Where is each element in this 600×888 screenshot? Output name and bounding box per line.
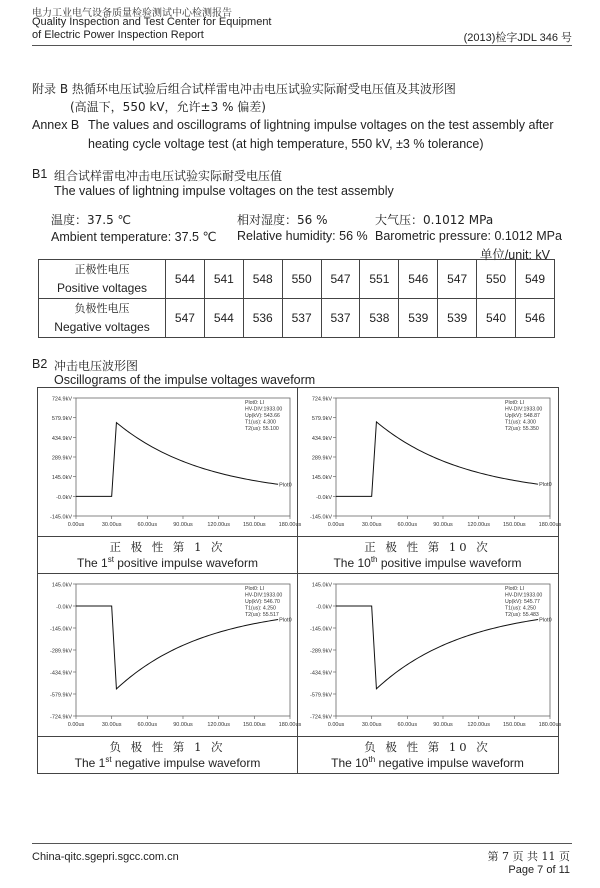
x-tick-label: 60.00us	[137, 522, 158, 528]
info-line: HV-DIV:1933.00	[505, 406, 543, 413]
y-tick-label: 289.9kV	[51, 455, 72, 462]
y-tick-label: -145.0kV	[49, 626, 72, 633]
header-cn-title: 电力工业电气设备质量检验测试中心检测报告	[32, 8, 232, 19]
caption-en: The 10th positive impulse waveform	[333, 555, 522, 570]
table-cell: 541	[204, 260, 243, 299]
x-tick-label: 60.00us	[137, 722, 158, 728]
annex-cn-title: 附录 B 热循环电压试验后组合试样雷电冲击电压试验实际耐受电压值及其波形图	[32, 82, 456, 96]
plot-tag: Plot0	[539, 617, 552, 624]
report-number: (2013)检字JDL 346 号	[463, 32, 572, 44]
x-tick-label: 0.00us	[67, 722, 85, 728]
info-line: Up(kV): 548.87	[505, 413, 540, 419]
info-line: HV-DIV:1933.00	[505, 592, 543, 599]
table-cell: 537	[321, 299, 360, 338]
pressure-cn: 大气压：0.1012 MPa	[375, 213, 494, 227]
waveform-panel-3	[38, 574, 302, 736]
x-tick-label: 60.00us	[397, 522, 418, 528]
x-tick-label: 180.00us	[538, 722, 562, 728]
footer-divider	[32, 843, 572, 844]
y-tick-label: 434.9kV	[311, 435, 332, 442]
caption-en: The 1st negative impulse waveform	[74, 755, 261, 770]
table-cell: 549	[516, 260, 555, 299]
y-tick-label: -145.0kV	[309, 514, 332, 521]
y-tick-label: 579.9kV	[311, 416, 332, 423]
waveform-caption-3	[38, 739, 297, 770]
b1-label: B1	[32, 167, 48, 181]
info-line: T2(us): 55.100	[245, 426, 279, 432]
caption-cn: 正 极 性 第 10 次	[364, 540, 491, 554]
y-tick-label: -289.9kV	[309, 648, 332, 655]
y-tick-label: -724.9kV	[49, 714, 72, 721]
y-tick-label: 145.0kV	[51, 475, 72, 482]
x-tick-label: 120.00us	[207, 722, 230, 728]
caption-cn: 负 极 性 第 10 次	[364, 740, 491, 754]
b1-en-title: The values of lightning impulse voltages on the test assembly	[54, 184, 394, 198]
y-tick-label: 724.9kV	[51, 396, 72, 403]
x-tick-label: 150.00us	[243, 722, 266, 728]
info-line: T2(us): 55.350	[505, 426, 539, 432]
x-tick-label: 180.00us	[278, 722, 302, 728]
footer-page-en: Page 7 of 11	[508, 864, 570, 876]
y-tick-label: 579.9kV	[51, 416, 72, 423]
temperature-cn: 温度：37.5 ℃	[51, 213, 132, 227]
y-tick-label: -145.0kV	[49, 514, 72, 521]
oscillogram-chart	[298, 574, 562, 736]
info-line: Up(kV): 545.77	[505, 599, 540, 605]
info-line: T1(us): 4.300	[245, 419, 276, 426]
info-line: Up(kV): 543.66	[245, 413, 280, 419]
humidity-en: Relative humidity: 56 %	[237, 229, 368, 243]
info-line: HV-DIV:1933.00	[245, 406, 283, 413]
x-tick-label: 0.00us	[327, 522, 345, 528]
caption-divider-bottom	[38, 736, 558, 737]
table-cell: 548	[243, 260, 282, 299]
y-tick-label: -0.0kV	[316, 604, 332, 611]
info-line: T2(us): 55.483	[505, 612, 539, 618]
table-cell: 551	[360, 260, 399, 299]
waveform-panel-1	[38, 388, 302, 536]
x-tick-label: 30.00us	[361, 522, 382, 528]
row-label: 负极性电压 Negative voltages	[39, 299, 166, 338]
table-cell: 544	[204, 299, 243, 338]
waveform-caption-2	[298, 539, 557, 570]
info-line: T2(us): 55.517	[245, 612, 279, 618]
info-line: T1(us): 4.250	[245, 605, 276, 612]
caption-en: The 10th negative impulse waveform	[331, 755, 524, 770]
x-tick-label: 60.00us	[397, 722, 418, 728]
oscillogram-chart	[38, 388, 302, 536]
caption-divider-top	[38, 536, 558, 537]
table-cell: 539	[438, 299, 477, 338]
x-tick-label: 120.00us	[467, 722, 490, 728]
waveform-caption-4	[298, 739, 557, 770]
header-en-line1: Quality Inspection and Test Center for Equipment	[32, 16, 272, 28]
info-line: HV-DIV:1933.00	[245, 592, 283, 599]
x-tick-label: 180.00us	[538, 522, 562, 528]
x-tick-label: 180.00us	[278, 522, 302, 528]
oscillogram-chart	[38, 574, 302, 736]
header-en-line2: of Electric Power Inspection Report	[32, 29, 204, 41]
info-line: Plot0: LI	[505, 400, 525, 406]
annex-en-title-2: heating cycle voltage test (at high temperature, 550 kV, ±3 % tolerance)	[88, 137, 484, 151]
annex-en-label: Annex B	[32, 118, 80, 132]
table-cell: 538	[360, 299, 399, 338]
x-tick-label: 90.00us	[173, 522, 193, 528]
x-tick-label: 30.00us	[361, 722, 382, 728]
table-cell: 547	[166, 299, 205, 338]
x-tick-label: 150.00us	[503, 522, 526, 528]
table-row-negative	[39, 299, 555, 338]
y-tick-label: 724.9kV	[311, 396, 332, 403]
y-tick-label: -724.9kV	[309, 714, 332, 721]
y-tick-label: 145.0kV	[51, 582, 72, 589]
waveform-panel-2	[298, 388, 562, 536]
table-cell: 544	[166, 260, 205, 299]
y-tick-label: 289.9kV	[311, 455, 332, 462]
y-tick-label: -0.0kV	[316, 494, 332, 501]
plot-tag: Plot0	[279, 617, 292, 624]
oscillogram-grid	[37, 387, 562, 774]
y-tick-label: -434.9kV	[309, 670, 332, 677]
info-line: Up(kV): 546.70	[245, 599, 280, 605]
y-tick-label: -434.9kV	[49, 670, 72, 677]
x-tick-label: 0.00us	[67, 522, 85, 528]
table-cell: 550	[477, 260, 516, 299]
waveform-caption-1	[38, 539, 297, 570]
table-cell: 547	[321, 260, 360, 299]
info-line: T1(us): 4.250	[505, 605, 536, 612]
annex-cn-subtitle: (高温下，550 kV，允许±3 % 偏差)	[70, 100, 266, 114]
table-cell: 537	[282, 299, 321, 338]
unit-label: 单位/unit: kV	[479, 248, 550, 262]
x-tick-label: 150.00us	[503, 722, 526, 728]
x-tick-label: 120.00us	[207, 522, 230, 528]
humidity-cn: 相对湿度：56 %	[237, 213, 328, 227]
info-line: T1(us): 4.300	[505, 419, 536, 426]
x-tick-label: 90.00us	[173, 722, 193, 728]
info-line: Plot0: LI	[245, 400, 265, 406]
y-tick-label: -145.0kV	[309, 626, 332, 633]
table-cell: 550	[282, 260, 321, 299]
plot-tag: Plot0	[539, 482, 552, 489]
y-tick-label: -289.9kV	[49, 648, 72, 655]
x-tick-label: 150.00us	[243, 522, 266, 528]
b2-en-title: Oscillograms of the impulse voltages waveform	[54, 373, 316, 387]
b2-cn-title: 冲击电压波形图	[54, 359, 139, 373]
plot-tag: Plot0	[279, 482, 292, 489]
y-tick-label: 145.0kV	[311, 582, 332, 589]
table-cell: 546	[399, 260, 438, 299]
oscillogram-chart	[298, 388, 562, 536]
pressure-en: Barometric pressure: 0.1012 MPa	[375, 229, 562, 243]
voltage-table	[38, 259, 555, 338]
table-cell: 536	[243, 299, 282, 338]
x-tick-label: 0.00us	[327, 722, 345, 728]
info-line: Plot0: LI	[245, 586, 265, 592]
x-tick-label: 30.00us	[101, 522, 122, 528]
footer-url: China-qitc.sgepri.sgcc.com.cn	[32, 851, 179, 863]
table-row-positive	[39, 260, 555, 299]
row-label: 正极性电压 Positive voltages	[39, 260, 166, 299]
header-divider	[32, 45, 572, 46]
table-cell: 539	[399, 299, 438, 338]
y-tick-label: -579.9kV	[49, 692, 72, 699]
y-tick-label: 145.0kV	[311, 475, 332, 482]
b1-cn-title: 组合试样雷电冲击电压试验实际耐受电压值	[54, 169, 283, 183]
x-tick-label: 90.00us	[433, 722, 453, 728]
x-tick-label: 30.00us	[101, 722, 122, 728]
annex-en-title-1: The values and oscillograms of lightning impulse voltages on the test assembly after	[88, 118, 554, 132]
x-tick-label: 120.00us	[467, 522, 490, 528]
y-tick-label: -0.0kV	[56, 604, 72, 611]
waveform-panel-4	[298, 574, 562, 736]
y-tick-label: -579.9kV	[309, 692, 332, 699]
info-line: Plot0: LI	[505, 586, 525, 592]
caption-cn: 正 极 性 第 1 次	[109, 540, 226, 554]
table-cell: 547	[438, 260, 477, 299]
b2-label: B2	[32, 357, 48, 371]
y-tick-label: 434.9kV	[51, 435, 72, 442]
table-cell: 540	[477, 299, 516, 338]
x-tick-label: 90.00us	[433, 522, 453, 528]
y-tick-label: -0.0kV	[56, 494, 72, 501]
temperature-en: Ambient temperature: 37.5 ℃	[51, 230, 217, 244]
caption-en: The 1st positive impulse waveform	[77, 555, 258, 570]
table-cell: 546	[516, 299, 555, 338]
footer-page-cn: 第 7 页 共 11 页	[487, 850, 570, 863]
caption-cn: 负 极 性 第 1 次	[109, 740, 226, 754]
